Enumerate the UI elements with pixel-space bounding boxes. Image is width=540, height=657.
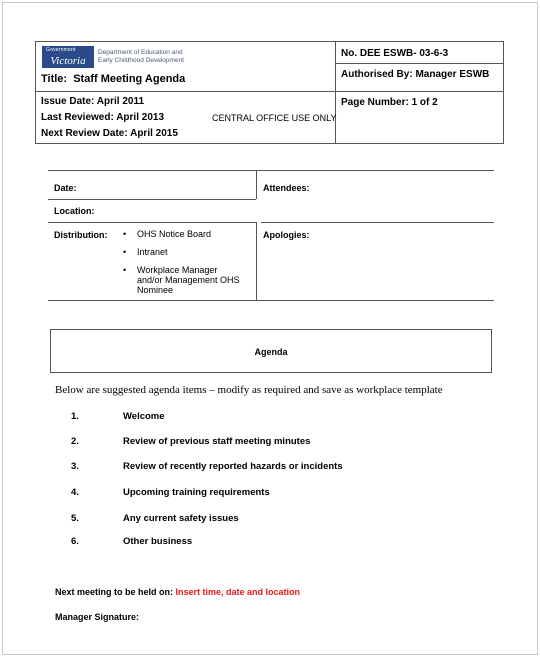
next-meeting-label: Next meeting to be held on: [55, 587, 174, 597]
agenda-item-number: 2. [71, 436, 79, 447]
doc-number: No. DEE ESWB- 03-6-3 [341, 48, 449, 59]
logo-mark [42, 46, 94, 68]
page-number: Page Number: 1 of 2 [341, 97, 438, 108]
header-table [35, 41, 504, 144]
location-label: Location: [54, 206, 95, 216]
agenda-item: Any current safety issues [123, 513, 239, 524]
manager-signature-label: Manager Signature: [55, 612, 140, 622]
agenda-intro: Below are suggested agenda items – modify as required and save as workplace template [55, 384, 443, 396]
distribution-list [123, 229, 243, 303]
agenda-item-number: 3. [71, 461, 79, 472]
logo-state-text: Victoria [50, 55, 86, 67]
agenda-item-number: 5. [71, 513, 79, 524]
next-meeting [55, 587, 300, 597]
agenda-item-number: 1. [71, 411, 79, 422]
agenda-heading: Agenda [254, 347, 288, 357]
logo-dept-text: Department of Education and Early Childhood Development [98, 48, 184, 64]
agenda-heading-box [50, 329, 492, 373]
date-label: Date: [54, 183, 77, 193]
attendees-label: Attendees: [263, 183, 310, 193]
distribution-label: Distribution: [54, 230, 108, 240]
apologies-label: Apologies: [263, 230, 310, 240]
victoria-logo [42, 46, 184, 68]
last-reviewed: Last Reviewed: April 2013 [41, 112, 165, 123]
agenda-item-number: 6. [71, 536, 79, 547]
agenda-item: Upcoming training requirements [123, 487, 270, 498]
agenda-item: Review of recently reported hazards or incidents [123, 461, 343, 472]
agenda-item-number: 4. [71, 487, 79, 498]
central-office-note: CENTRAL OFFICE USE ONLY [212, 113, 337, 123]
agenda-item: Review of previous staff meeting minutes [123, 436, 311, 447]
agenda-item: Welcome [123, 411, 165, 422]
doc-title: Title: Staff Meeting Agenda [41, 73, 186, 85]
logo-govt-text: Government [46, 47, 76, 53]
list-item: • OHS Notice Board [123, 229, 212, 239]
list-item: • Workplace Manager and/or Management OHS Nominee [123, 265, 240, 295]
next-meeting-value: Insert time, date and location [175, 587, 301, 597]
authorised-by: Authorised By: Manager ESWB [341, 69, 490, 80]
issue-date: Issue Date: April 2011 [41, 96, 145, 107]
list-item: • Intranet [123, 247, 168, 257]
next-review-date: Next Review Date: April 2015 [41, 128, 178, 139]
meeting-details-table [48, 170, 494, 301]
agenda-item: Other business [123, 536, 193, 547]
